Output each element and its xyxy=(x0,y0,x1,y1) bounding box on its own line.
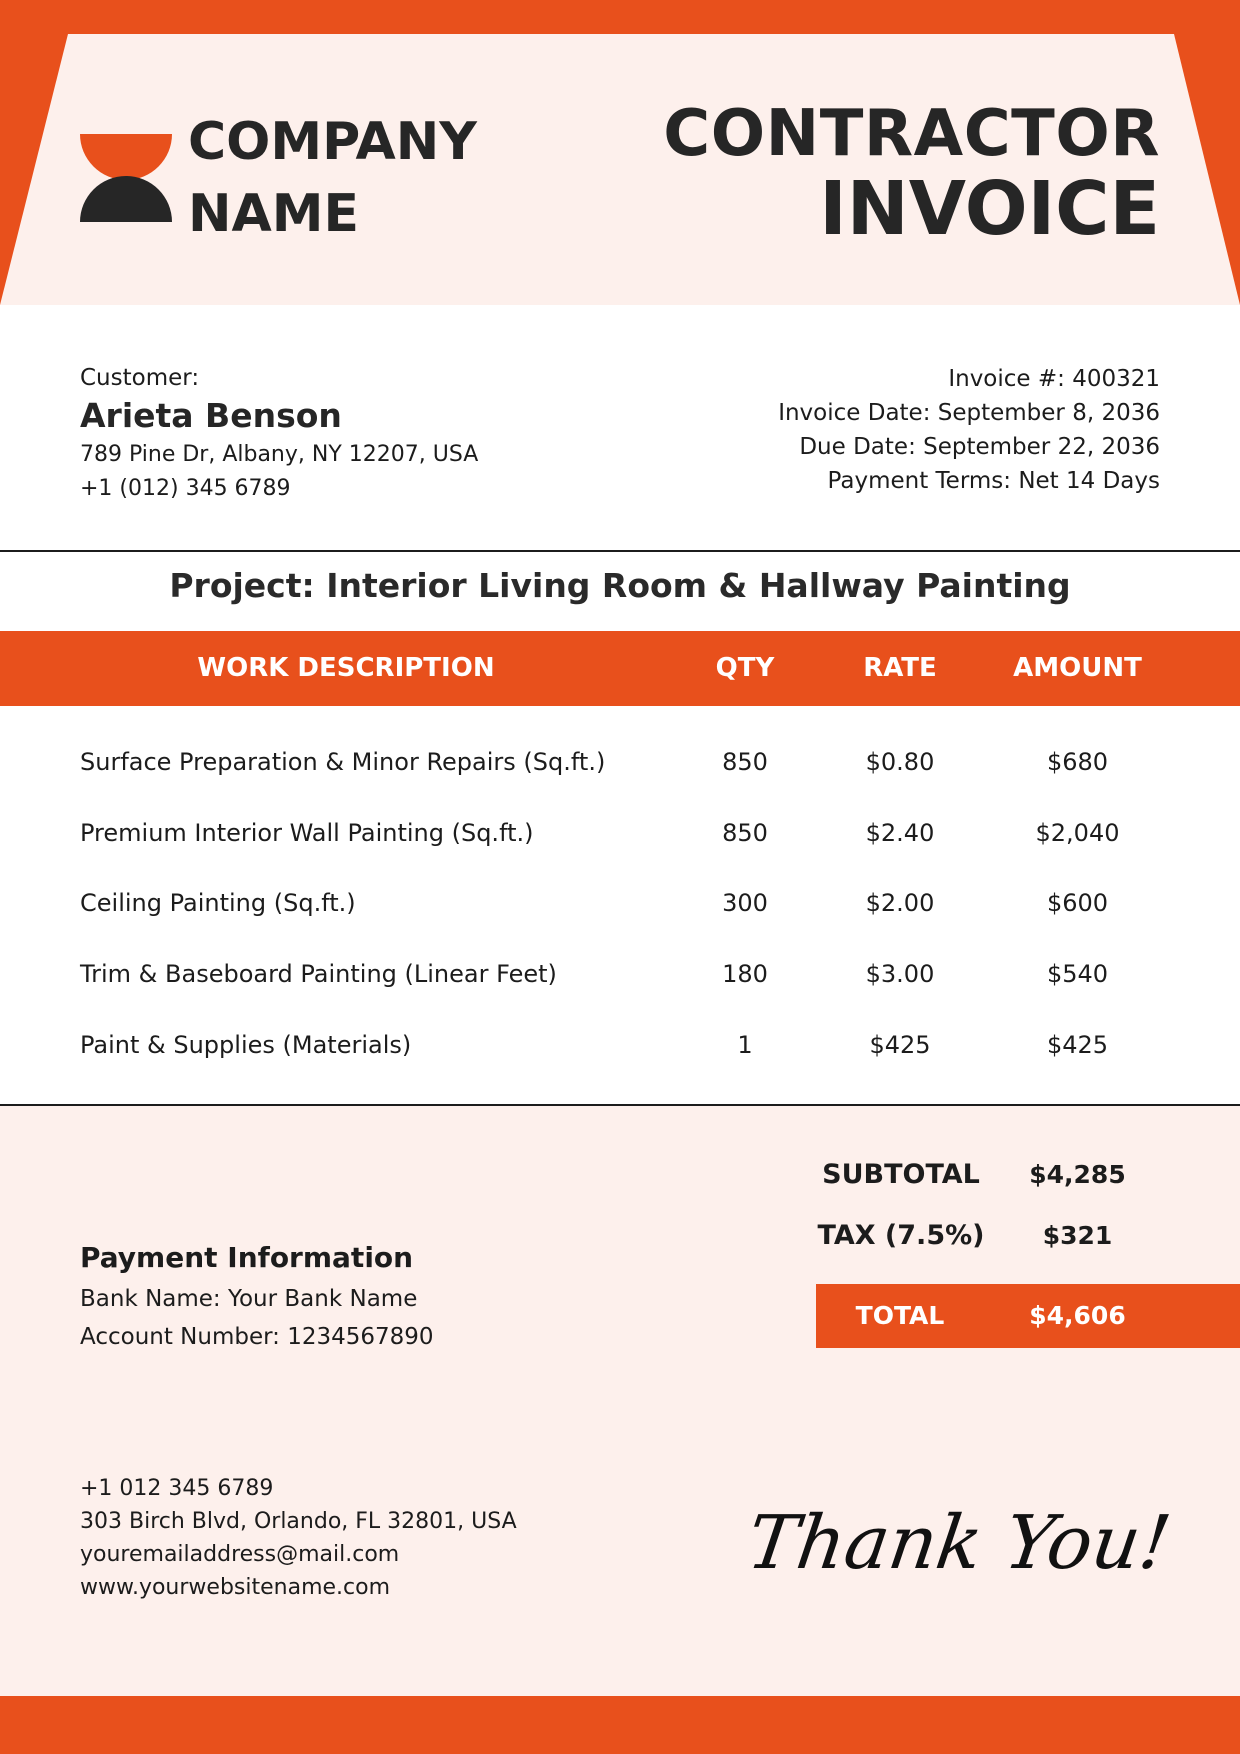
row-qty: 1 xyxy=(737,1031,753,1059)
account-number: Account Number: 1234567890 xyxy=(80,1324,434,1350)
document-title-line2: INVOICE xyxy=(819,166,1160,252)
payment-terms: Payment Terms: Net 14 Days xyxy=(827,468,1160,494)
table-row xyxy=(0,868,1240,939)
payment-information xyxy=(80,1236,434,1356)
row-amount: $680 xyxy=(1046,748,1109,776)
row-description: Surface Preparation & Minor Repairs (Sq.ft.) xyxy=(80,748,606,776)
contact-email: youremailaddress@mail.com xyxy=(80,1542,400,1567)
divider-bottom xyxy=(0,1104,1240,1106)
divider-top xyxy=(0,550,1240,552)
row-qty: 180 xyxy=(722,960,768,988)
row-rate: $425 xyxy=(869,1031,931,1059)
project-title: Project: Interior Living Room & Hallway Painting xyxy=(169,566,1071,605)
column-header-description: WORK DESCRIPTION xyxy=(197,653,495,683)
row-description: Trim & Baseboard Painting (Linear Feet) xyxy=(80,960,557,988)
table-row xyxy=(0,939,1240,1010)
document-title xyxy=(663,97,1160,252)
invoice-meta xyxy=(778,362,1160,498)
thank-you-text: Thank You! xyxy=(742,1499,1176,1586)
thank-you-signature xyxy=(690,1470,1190,1620)
row-amount: $425 xyxy=(1046,1031,1109,1059)
customer-block xyxy=(80,362,478,506)
row-amount: $600 xyxy=(1046,889,1109,917)
row-amount: $2,040 xyxy=(1035,819,1120,847)
contact-address: 303 Birch Blvd, Orlando, FL 32801, USA xyxy=(80,1509,517,1534)
table-row xyxy=(0,1010,1240,1081)
invoice-number: Invoice #: 400321 xyxy=(948,366,1160,392)
row-description: Premium Interior Wall Painting (Sq.ft.) xyxy=(80,819,534,847)
bank-name: Bank Name: Your Bank Name xyxy=(80,1286,418,1312)
footer-bar xyxy=(0,1696,1240,1754)
row-rate: $2.40 xyxy=(865,819,935,847)
tax-value: $321 xyxy=(1042,1221,1113,1250)
table-row xyxy=(0,727,1240,798)
subtotal-value: $4,285 xyxy=(1029,1160,1126,1189)
column-header-amount: AMOUNT xyxy=(1013,653,1142,683)
column-header-qty: QTY xyxy=(715,653,775,683)
invoice-date: Invoice Date: September 8, 2036 xyxy=(778,400,1160,426)
row-rate: $3.00 xyxy=(865,960,935,988)
row-description: Paint & Supplies (Materials) xyxy=(80,1031,412,1059)
row-amount: $540 xyxy=(1046,960,1109,988)
company-name: COMPANY NAME xyxy=(188,112,477,244)
contact-website: www.yourwebsitename.com xyxy=(80,1575,391,1600)
column-header-rate: RATE xyxy=(863,653,937,683)
total-label: TOTAL xyxy=(855,1301,945,1330)
customer-phone: +1 (012) 345 6789 xyxy=(80,476,291,501)
customer-name: Arieta Benson xyxy=(80,396,342,435)
table-row xyxy=(0,798,1240,869)
document-title-line1: CONTRACTOR xyxy=(663,97,1160,171)
row-rate: $0.80 xyxy=(865,748,935,776)
tax-label: TAX (7.5%) xyxy=(817,1220,985,1251)
due-date: Due Date: September 22, 2036 xyxy=(799,434,1160,460)
row-qty: 300 xyxy=(722,889,768,917)
contact-phone: +1 012 345 6789 xyxy=(80,1476,274,1501)
row-qty: 850 xyxy=(722,819,768,847)
company-logo-icon xyxy=(80,134,172,222)
contact-block xyxy=(80,1472,517,1604)
row-rate: $2.00 xyxy=(865,889,935,917)
subtotal-label: SUBTOTAL xyxy=(822,1159,980,1190)
row-qty: 850 xyxy=(722,748,768,776)
row-description: Ceiling Painting (Sq.ft.) xyxy=(80,889,356,917)
total-value: $4,606 xyxy=(1029,1301,1126,1330)
payment-title: Payment Information xyxy=(80,1241,414,1274)
customer-label: Customer: xyxy=(80,365,200,391)
customer-address: 789 Pine Dr, Albany, NY 12207, USA xyxy=(80,442,479,467)
